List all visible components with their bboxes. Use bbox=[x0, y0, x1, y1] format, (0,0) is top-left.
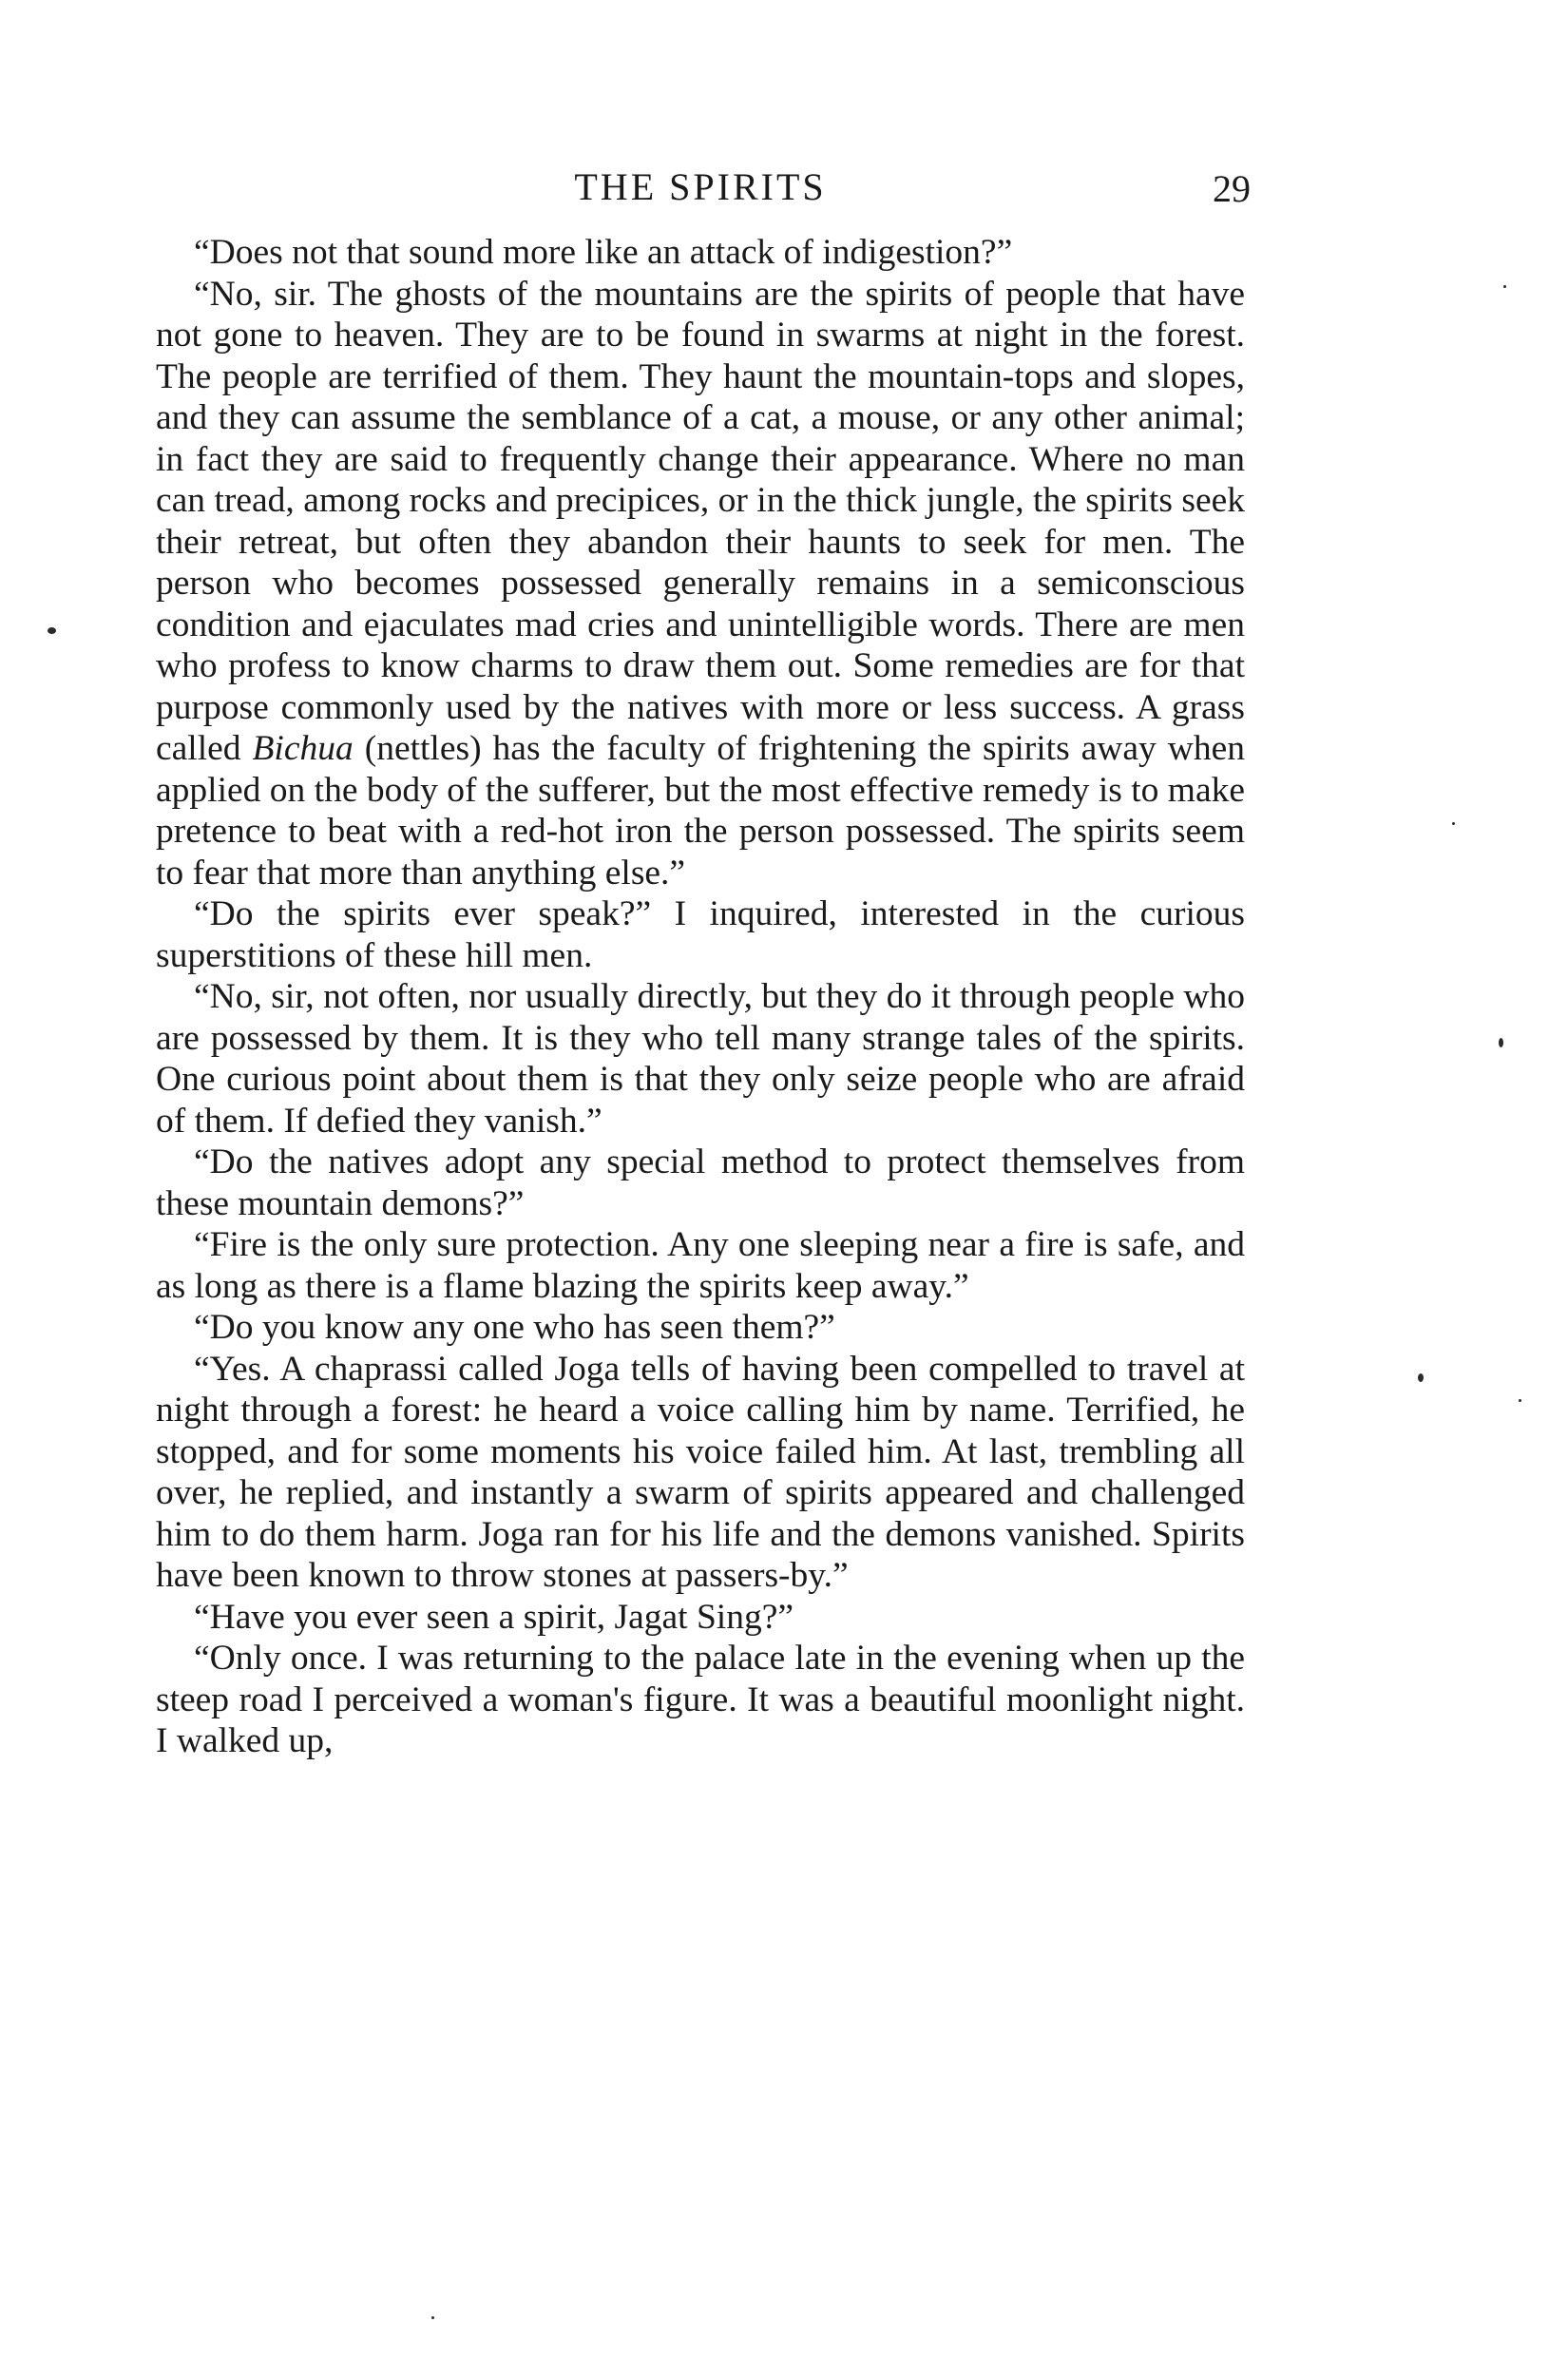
margin-speck bbox=[431, 2316, 434, 2319]
paragraph: “No, sir, not often, nor usually directly, but they do it through people who are possessed by them. It is they who tell many strange tales of the spirits. One curious point about them is that they only seize people who are afraid of them. If defied they vanish.” bbox=[156, 977, 1245, 1141]
paragraph: “Do the natives adopt any special method to protect themselves from these mountain demons?” bbox=[156, 1142, 1245, 1223]
page-number: 29 bbox=[1213, 167, 1251, 210]
chapter-title: THE SPIRITS bbox=[574, 165, 827, 208]
running-head bbox=[156, 163, 1251, 211]
body-text bbox=[156, 232, 1245, 1762]
margin-speck bbox=[1499, 1038, 1503, 1047]
paragraph: “Do you know any one who has seen them?” bbox=[194, 1308, 835, 1347]
margin-speck bbox=[48, 627, 56, 634]
paragraph: “Only once. I was returning to the palace late in the evening when up the steep road I perceived a woman's figure. It was a beautiful moonlight night. I walked up, bbox=[156, 1639, 1245, 1760]
paragraph-text: “No, sir. The ghosts of the mountains are the spirits of people that have not gone to heaven. They are to be found in swarms at night in the forest. The people are terrified of them. They haunt the mountain-tops and slopes, and they can assume the semblance of a cat, a mouse, or any other animal; in fact they are said to frequently change their appearance. Where no man can tread, among rocks and precipices, or in the thick jungle, the spirits seek their retreat, but often they abandon their haunts to seek for men. The person who becomes possessed generally remains in a semiconscious condition and ejaculates mad cries and unintelligible words. There are men who profess to know charms to draw them out. Some remedies are for that purpose commonly used by the natives with more or less success. A grass called bbox=[156, 274, 1245, 768]
margin-speck bbox=[1503, 285, 1506, 288]
paragraph-text: (nettles) has the faculty of frightening the spirits away when applied on the body of the sufferer, but the most effective remedy is to make pretence to beat with a red-hot iron the person possessed. The spirits seem to fear that more than anything else.” bbox=[156, 729, 1245, 893]
italic-term: Bichua bbox=[252, 729, 354, 768]
margin-speck bbox=[1519, 1399, 1521, 1402]
margin-speck bbox=[1452, 822, 1455, 825]
paragraph: “Do the spirits ever speak?” I inquired, interested in the curious superstitions of these hill men. bbox=[156, 894, 1245, 975]
paragraph bbox=[156, 274, 1245, 894]
paragraph: “Does not that sound more like an attack of indigestion?” bbox=[194, 233, 1013, 272]
margin-speck bbox=[1418, 1373, 1424, 1382]
paragraph: “Fire is the only sure protection. Any one sleeping near a fire is safe, and as long as there is a flame blazing the spirits keep away.” bbox=[156, 1225, 1245, 1306]
paragraph: “Have you ever seen a spirit, Jagat Sing?” bbox=[194, 1597, 794, 1637]
paragraph: “Yes. A chaprassi called Joga tells of having been compelled to travel at night through a forest: he heard a voice calling him by name. Terrified, he stopped, and for some moments his voice failed him. At last, trembling all over, he replied, and instantly a swarm of spirits appeared and challenged him to do them harm. Joga ran for his life and the demons vanished. Spirits have been known to throw stones at passers-by.” bbox=[156, 1349, 1245, 1595]
